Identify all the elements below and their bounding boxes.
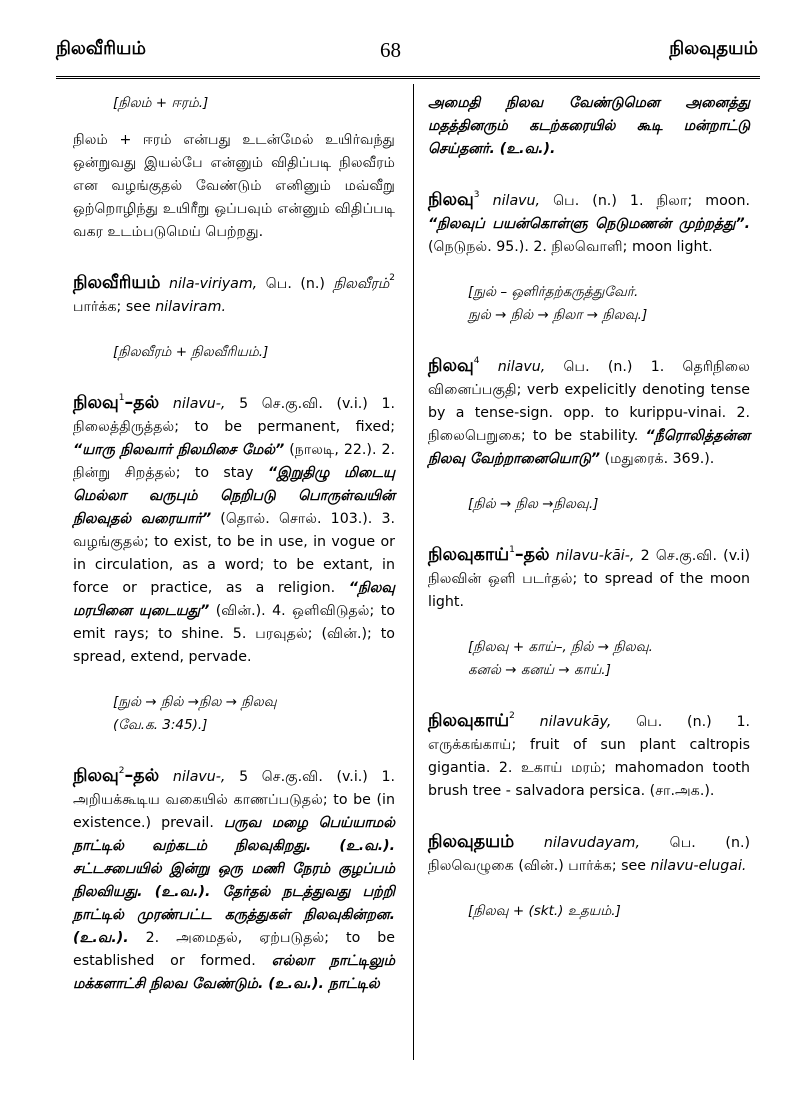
quotation: “இறுதிழு மிடையு மெல்லா வருபும் நெறிபடு பொருள்வயின் நிலவுதல் வரையார்”: [73, 465, 395, 527]
dictionary-entry: [428, 189, 750, 259]
etymology: [73, 691, 395, 737]
etymology: [428, 493, 750, 516]
header-rule: [56, 76, 760, 79]
etymology-line: [நுல் – ஒளிர்தற்கருத்துவேர்.: [468, 284, 639, 300]
part-of-speech: பெ. (n.): [553, 193, 617, 209]
quotation: “யாரு நிலவார் நிலமிசை மேல்”: [73, 442, 285, 458]
headword: நிலவு: [428, 190, 474, 210]
etymology-line: [நுல் → நில் →நில → நிலவு: [113, 694, 277, 710]
see-reference: nilavu-elugai.: [650, 858, 747, 874]
part-of-speech: பெ. (n.): [563, 359, 633, 375]
etymology-text: [நில் → நில →நிலவு.]: [468, 496, 599, 512]
homograph-number: 3: [473, 190, 480, 200]
headword: நிலவுகாய்: [428, 711, 510, 731]
headword: நிலவு: [428, 356, 474, 376]
homograph-number: 1: [509, 545, 515, 555]
headword-suffix: –தல்: [514, 545, 550, 565]
headword-suffix: –தல்: [124, 766, 160, 786]
romanization: nilavu-,: [172, 396, 226, 412]
usage-example: எல்லா நாட்டிலும் மக்களாட்சி நிலவ வேண்டும். (உ.வ.). நாட்டில்: [73, 953, 395, 992]
part-of-speech: 2 செ.கு.வி. (v.i): [640, 548, 751, 564]
romanization: nilavu,: [497, 359, 546, 375]
header-right-guide-word: நிலவுதயம்: [669, 38, 758, 59]
part-of-speech: பெ. (n.): [669, 835, 750, 851]
dictionary-entry: [428, 544, 750, 614]
page-number: 68: [380, 38, 401, 62]
right-column: [428, 92, 750, 923]
homograph-number: 2: [118, 766, 125, 776]
see-reference: nilaviram.: [155, 299, 226, 315]
dictionary-entry: [428, 710, 750, 803]
quotation: “நிலவு மரபினை யுடையது”: [73, 580, 395, 619]
headword: நிலவு: [73, 766, 119, 786]
source: (நாலடி, 22.).: [289, 442, 377, 458]
definition: 3. வழங்குதல்; to exist, to be in use, in vogue or in circulation, as a word; to be extant, in force or practice, as a religion.: [73, 511, 395, 596]
definition: (நெடுநல். 95.). 2. நிலவொளி; moon light.: [428, 239, 713, 255]
headword: நிலவுகாய்: [428, 545, 510, 565]
homograph-number: 1: [118, 393, 125, 403]
definition: 1. தெரிநிலை வினைப்பகுதி; verb expelicitly denoting tense by a tense-sign. opp. to kurippu-vinai.: [428, 359, 750, 421]
definition: 2. அமைதல், ஏற்படுதல்; to be established or formed.: [73, 930, 395, 969]
definition: 1. நிலைத்திருத்தல்; to be permanent, fixed;: [73, 396, 395, 435]
column-divider: [413, 84, 414, 1060]
quotation: “நீரொலித்தன்ன நிலவு வேற்றானையொடு”: [428, 428, 750, 467]
see-label: பார்க்க; see: [73, 299, 151, 315]
etymology: [73, 341, 395, 364]
usage-example: பருவ மழை பெய்யாமல் நாட்டில் வற்கடம் நிலவுகிறது. (உ.வ.). சட்டசபையில் இன்று ஒரு மணி நேரம் குழப்பம் நிலவியது. (உ.வ.). தேர்தல் நடத்துவது பற்றி நாட்டில் முரண்பட்ட கருத்துகள் நிலவுகின்றன.(உ.வ.).: [73, 815, 395, 946]
romanization: nilavu,: [492, 193, 541, 209]
definition: 1. எருக்கங்காய்; fruit of sun plant caltropis gigantia. 2. உகாய் மரம்; mahomadon tooth brush tree - salvadora persica. (சா.அக.).: [428, 714, 750, 799]
cross-reference: நிலவீரம்: [333, 276, 390, 292]
romanization: nila-viriyam,: [168, 276, 258, 292]
header-left-guide-word: நிலவீரியம்: [56, 38, 146, 59]
definition: 1. நிலா; moon.: [629, 193, 750, 209]
source: (மதுரைக். 369.).: [604, 451, 715, 467]
dictionary-entry: [73, 765, 395, 996]
entry-note: நிலம் + ஈரம் என்பது உடன்மேல் உயிர்வந்து ஒன்றுவது இயல்பே என்னும் விதிப்படி நிலவீரம் என வழங்குதல் வேண்டும் எனினும் மவ்வீறு ஒற்றொழிந்து உயிரீறு ஒப்பவும் என்னும் விதிப்படி வகர உடம்படுமெய் பெற்றது.: [73, 132, 395, 240]
part-of-speech: பெ. (n.): [265, 276, 325, 292]
headword: நிலவீரியம்: [73, 273, 161, 293]
etymology-line: (வே.க. 3:45).]: [113, 717, 208, 733]
homograph-number: 4: [473, 356, 480, 366]
part-of-speech: பெ. (n.): [636, 714, 712, 730]
romanization: nilavu-kāi-,: [555, 548, 635, 564]
romanization: nilavu-,: [172, 769, 226, 785]
left-column: [73, 92, 395, 996]
dictionary-entry: [428, 831, 750, 878]
cross-reference-number: 2: [389, 273, 396, 283]
etymology-text: [நிலவீரம் + நிலவீரியம்.]: [113, 344, 269, 360]
page-header: [0, 0, 800, 70]
source: (தொல். சொல். 103.).: [220, 511, 373, 527]
dictionary-entry: [428, 355, 750, 471]
definition: நிலவெழுகை (வின்.) பார்க்க; see: [428, 858, 646, 874]
homograph-number: 2: [509, 711, 515, 721]
headword-suffix: –தல்: [124, 393, 160, 413]
quotation: “நிலவுப் பயன்கொள்ளு நெடுமணன் முற்றத்து”.: [428, 216, 750, 232]
romanization: nilavudayam,: [543, 835, 640, 851]
etymology: [428, 900, 750, 923]
definition: 1. அறியக்கூடிய வகையில் காணப்படுதல்; to be (in existence.) prevail.: [73, 769, 395, 831]
continued-example: அமைதி நிலவ வேண்டுமென அனைத்து மதத்தினரும் கடற்கரையில் கூடி மன்றாட்டு செய்தனர். (உ.வ.).: [428, 95, 750, 157]
romanization: nilavukāy,: [539, 714, 612, 730]
etymology-line: கனல் → கனய் → காய்.]: [468, 662, 611, 678]
definition: நிலவின் ஒளி படர்தல்; to spread of the moon light.: [428, 571, 750, 610]
etymology: [73, 92, 395, 115]
definition: (வின்.). 4. ஒளிவிடுதல்; to emit rays; to shine. 5. பரவுதல்; (வின்.); to spread, extend, pervade.: [73, 603, 395, 665]
etymology-line: நுல் → நில் → நிலா → நிலவு.]: [468, 307, 648, 323]
etymology-text: [நிலவு + (skt.) உதயம்.]: [468, 903, 621, 919]
etymology: [428, 636, 750, 682]
etymology-line: [நிலவு + காய்–, நில் → நிலவு.: [468, 639, 653, 655]
etymology: [428, 281, 750, 327]
definition: 2. நின்று சிறத்தல்; to stay: [73, 442, 396, 481]
part-of-speech: 5 செ.கு.வி. (v.i.): [239, 396, 368, 412]
part-of-speech: 5 செ.கு.வி. (v.i.): [239, 769, 368, 785]
headword: நிலவு: [73, 393, 119, 413]
headword: நிலவுதயம்: [428, 832, 515, 852]
definition: 2. நிலைபெறுகை; to be stability.: [428, 405, 750, 444]
dictionary-entry: [73, 392, 395, 669]
dictionary-entry: [73, 272, 395, 319]
etymology-text: [நிலம் + ஈரம்.]: [113, 95, 209, 111]
